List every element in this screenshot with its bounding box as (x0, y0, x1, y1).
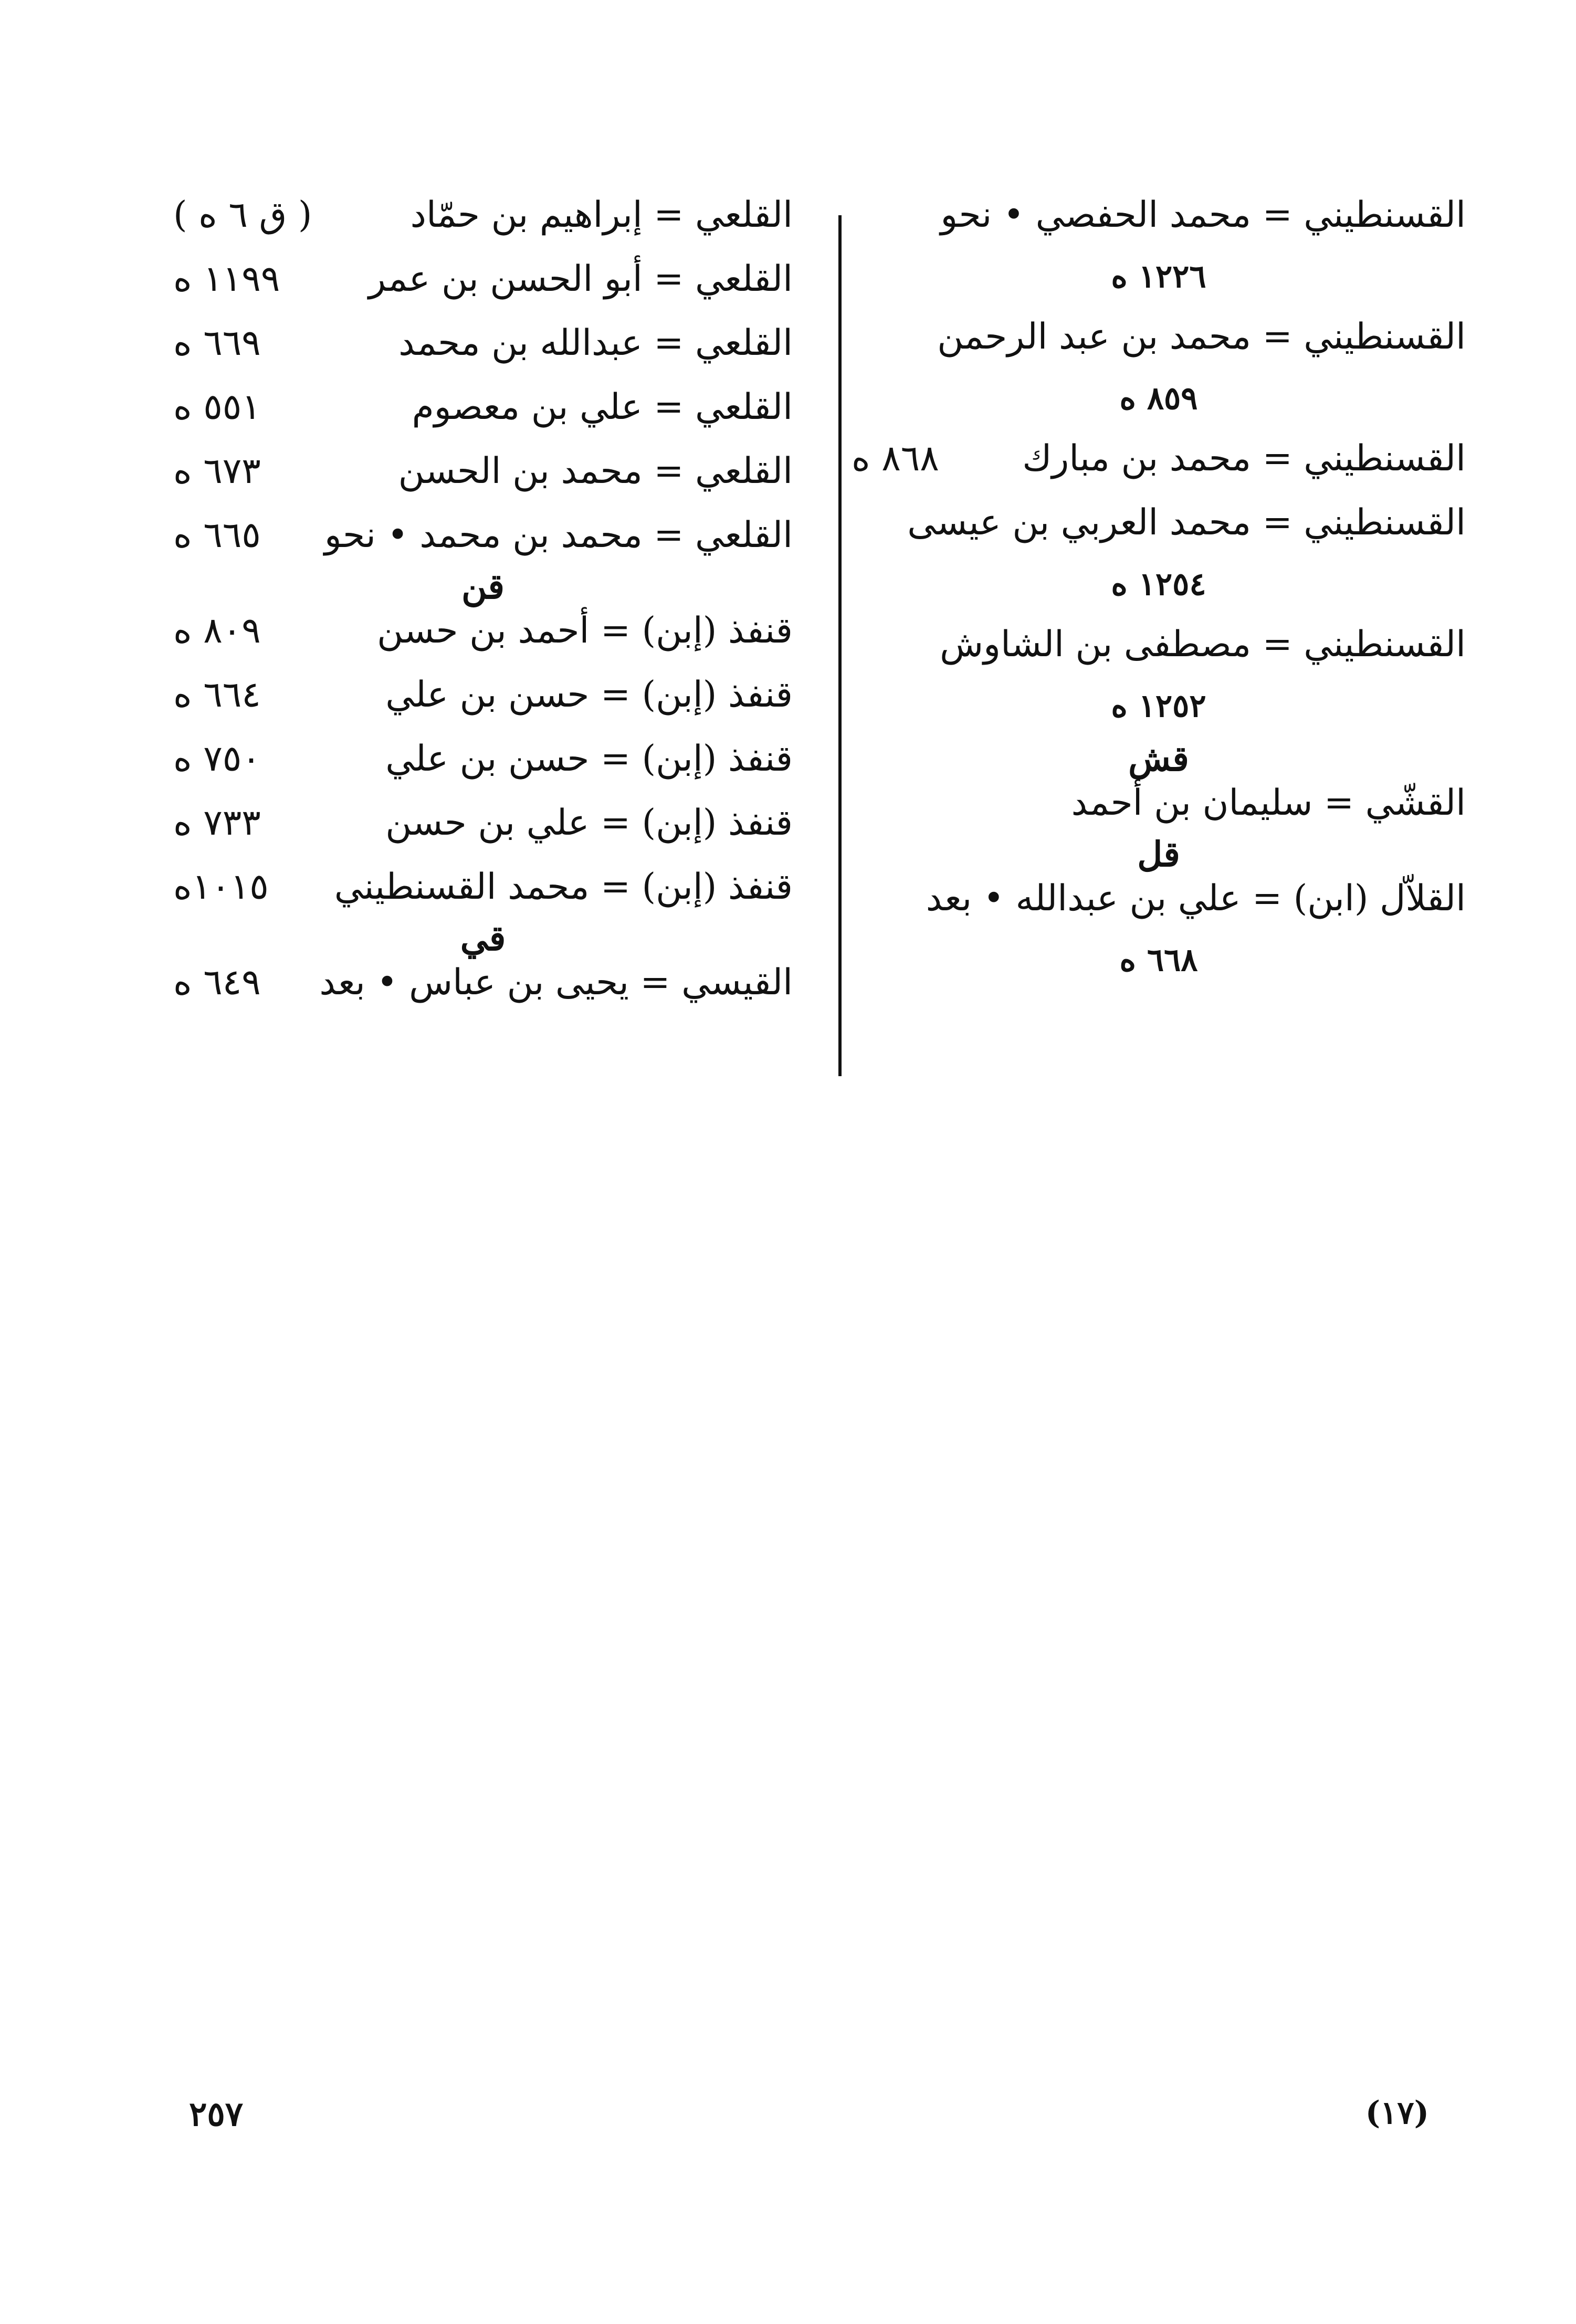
entry-name: قنفذ (إبن) = حسن بن علي (385, 674, 793, 716)
section-heading: قش (1128, 738, 1189, 779)
entry-date: ١٢٥٢ ه (1111, 688, 1206, 724)
index-entry (852, 872, 1466, 937)
entry-name: قنفذ (إبن) = أحمد بن حسن (377, 610, 793, 651)
entry-date: ٦٦٥ ه (173, 514, 261, 556)
index-entry (852, 189, 1466, 253)
entry-name: القسنطيني = مصطفى بن الشاوش (940, 624, 1466, 665)
index-entry (173, 669, 793, 733)
index-entry (173, 253, 793, 317)
index-entry (173, 381, 793, 445)
entry-date: ١١٩٩ ه (173, 258, 280, 300)
index-entry (173, 317, 793, 381)
index-entry (852, 433, 1466, 497)
entry-date: ٨٦٨ ه (852, 438, 939, 479)
entry-name: قنفذ (إبن) = حسن بن علي (385, 738, 793, 780)
section-heading: قي (460, 918, 506, 959)
entry-name: القلعي = محمد بن محمد • نحو (324, 514, 793, 556)
entry-date: ١٠١٥ه (173, 866, 269, 908)
entry-name: القسنطيني = محمد بن مبارك (1022, 438, 1466, 479)
entry-name: القلعي = علي بن معصوم (412, 386, 793, 428)
index-entry (852, 618, 1466, 682)
entry-date: ٧٣٣ ه (173, 802, 261, 844)
section-number: (١٧) (1365, 2095, 1429, 2131)
entry-name: القيسي = يحيى بن عباس • بعد (319, 962, 793, 1003)
right-column (852, 189, 1466, 994)
index-entry (852, 777, 1466, 836)
entry-name: القشّي = سليمان بن أحمد (1071, 782, 1466, 824)
index-entry (173, 861, 793, 920)
entry-name: القلعي = محمد بن الحسن (398, 450, 793, 492)
page-number: ٢٥٧ (189, 2095, 244, 2134)
index-entry (173, 509, 793, 568)
index-entry (852, 497, 1466, 561)
entry-date: ٦٦٨ ه (1119, 942, 1198, 979)
entry-date: ٨٥٩ ه (1119, 380, 1198, 417)
entry-date: ١٢٢٦ ه (1111, 258, 1206, 295)
index-entry (173, 797, 793, 861)
entry-date: ٦٧٣ ه (173, 450, 261, 492)
left-column (173, 189, 793, 1021)
section-heading: قل (1137, 834, 1180, 875)
entry-date: ( ق ٦ ه ) (173, 194, 312, 236)
entry-name: القلعي = عبدالله بن محمد (398, 322, 793, 364)
entry-date: ١٢٥٤ ه (1111, 566, 1206, 603)
index-entry (173, 956, 793, 1021)
section-heading: قن (461, 566, 505, 607)
index-entry (173, 445, 793, 509)
index-entry (852, 311, 1466, 375)
entry-name: قنفذ (إبن) = علي بن حسن (385, 802, 793, 844)
index-entry (173, 189, 793, 253)
entry-name: القسنطيني = محمد بن عبد الرحمن (937, 316, 1466, 357)
entry-name: القسنطيني = محمد الحفصي • نحو (940, 194, 1466, 236)
index-entry (173, 605, 793, 669)
entry-date: ٦٦٤ ه (173, 674, 261, 716)
entry-name: القسنطيني = محمد العربي بن عيسى (907, 502, 1466, 543)
entry-date: ٦٦٩ ه (173, 322, 261, 364)
entry-date: ٨٠٩ ه (173, 610, 261, 651)
entry-name: القلعي = إبراهيم بن حمّاد (410, 194, 793, 236)
entry-date: ٥٥١ ه (173, 386, 261, 428)
entry-name: قنفذ (إبن) = محمد القسنطيني (334, 866, 793, 908)
column-divider (838, 215, 842, 1076)
index-entry (173, 733, 793, 797)
entry-date: ٧٥٠ ه (173, 738, 261, 780)
entry-name: القلاّل (ابن) = علي بن عبدالله • بعد (926, 878, 1466, 919)
entry-name: القلعي = أبو الحسن بن عمر (368, 258, 793, 300)
entry-date: ٦٤٩ ه (173, 962, 261, 1003)
